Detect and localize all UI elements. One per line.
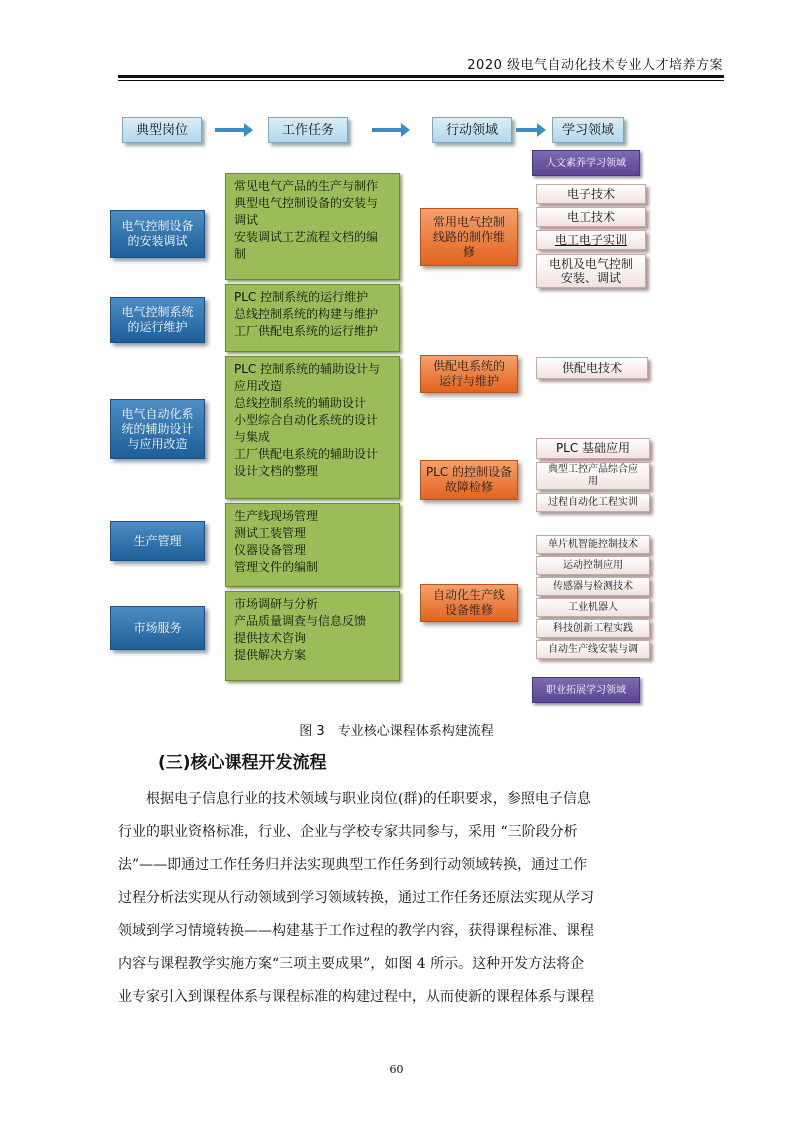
task-5-line-3: 提供技术咨询 — [234, 631, 307, 645]
learn-product-line-1: 典型工控产品综合应 — [548, 464, 638, 475]
task-1-line-2: 典型电气控制设备的安装与 — [234, 196, 379, 210]
task-3-line-4: 小型综合自动化系统的设计 — [234, 413, 379, 427]
head-typical-job: 典型岗位 — [122, 117, 202, 143]
job-1-line-2: 的安装调试 — [127, 234, 188, 248]
task-box-4 — [225, 503, 400, 587]
action-box-1 — [420, 208, 518, 266]
task-3-line-3: 总线控制系统的辅助设计 — [234, 396, 367, 410]
action-4-line-2: 设备维修 — [444, 603, 493, 617]
task-3-line-2: 应用改造 — [234, 379, 283, 393]
task-box-5 — [225, 591, 400, 681]
action-1-line-1: 常用电气控制 — [432, 214, 505, 229]
job-3-line-1: 电气自动化系 — [121, 406, 194, 421]
action-3-line-2: 故障检修 — [444, 480, 493, 494]
task-box-3 — [225, 356, 400, 499]
task-4-line-4: 管理文件的编制 — [234, 560, 319, 574]
action-1-line-3: 修 — [462, 244, 475, 259]
header-title: 2020 级电气自动化技术专业人才培养方案 — [467, 58, 723, 73]
job-3-line-2: 统的辅助设计 — [121, 421, 194, 436]
learn-electrical: 电工技术 — [536, 207, 646, 227]
paragraph-line-3: 法”——即通过工作任务归并法实现典型工作任务到行动领域转换，通过工作 — [118, 857, 588, 873]
learn-sensor: 传感器与检测技术 — [536, 577, 650, 596]
learn-electronics: 电子技术 — [536, 184, 646, 204]
task-5-line-1: 市场调研与分析 — [234, 597, 319, 611]
task-1-line-5: 制 — [234, 247, 247, 261]
learn-product-line-2: 用 — [588, 476, 598, 487]
learn-innovation: 科技创新工程实践 — [536, 619, 650, 638]
action-box-4 — [420, 584, 518, 622]
arrow-right-icon — [215, 128, 245, 132]
task-1-line-3: 调试 — [234, 213, 259, 227]
paragraph-line-7: 业专家引入到课程体系与课程标准的构建过程中，从而使新的课程体系与课程 — [118, 989, 594, 1005]
learn-motor-control — [536, 254, 646, 288]
task-box-1 — [225, 173, 400, 280]
task-2-line-2: 总线控制系统的构建与维护 — [234, 307, 379, 321]
job-4-line-1: 生产管理 — [133, 533, 182, 548]
learn-production-line: 自动生产线安装与调 — [536, 640, 650, 659]
arrow-right-icon — [516, 128, 538, 132]
task-3-line-6: 工厂供配电系统的辅助设计 — [234, 447, 379, 461]
head-work-task: 工作任务 — [268, 117, 348, 143]
career-domain: 职业拓展学习领域 — [532, 677, 640, 703]
task-3-line-1: PLC 控制系统的辅助设计与 — [234, 362, 381, 376]
learn-mcu: 单片机智能控制技术 — [536, 535, 650, 554]
job-1-line-1: 电气控制设备 — [121, 219, 194, 233]
learn-robot: 工业机器人 — [536, 598, 650, 617]
action-box-3 — [420, 460, 518, 500]
head-learning-domain: 学习领域 — [552, 117, 624, 143]
head-action-domain: 行动领域 — [432, 117, 512, 143]
learn-motion-control: 运动控制应用 — [536, 556, 650, 575]
paragraph-line-1: 根据电子信息行业的技术领域与职业岗位(群)的任职要求，参照电子信息 — [146, 791, 591, 807]
job-2-line-1: 电气控制系统 — [121, 305, 194, 319]
task-4-line-1: 生产线现场管理 — [234, 509, 319, 523]
job-box-1 — [110, 210, 205, 258]
learn-motor-line-2: 安装、调试 — [560, 271, 621, 285]
job-2-line-2: 的运行维护 — [127, 320, 188, 334]
job-box-3 — [110, 399, 205, 459]
task-box-2 — [225, 284, 400, 352]
learn-power-supply: 供配电技术 — [536, 357, 648, 379]
task-5-line-2: 产品质量调查与信息反馈 — [234, 614, 367, 628]
task-1-line-1: 常见电气产品的生产与制作 — [234, 179, 379, 193]
job-box-4 — [110, 521, 205, 561]
job-box-5 — [110, 606, 205, 650]
job-box-2 — [110, 297, 205, 343]
paragraph-line-5: 领域到学习情境转换——构建基于工作过程的教学内容，获得课程标准、课程 — [118, 923, 594, 939]
arrow-right-icon — [372, 128, 402, 132]
page-number: 60 — [389, 1063, 404, 1076]
task-4-line-3: 仪器设备管理 — [234, 543, 307, 557]
task-3-line-5: 与集成 — [234, 430, 271, 444]
action-box-2 — [420, 355, 518, 393]
learn-motor-line-1: 电机及电气控制 — [548, 257, 633, 271]
task-2-line-1: PLC 控制系统的运行维护 — [234, 290, 369, 304]
task-1-line-4: 安装调试工艺流程文档的编 — [234, 230, 379, 244]
paragraph-line-4: 过程分析法实现从行动领域到学习领域转换，通过工作任务还原法实现从学习 — [118, 890, 594, 906]
action-3-line-1: PLC 的控制设备 — [425, 465, 513, 479]
learn-industrial-product — [536, 462, 650, 490]
figure-caption: 图 3 专业核心课程体系构建流程 — [299, 724, 494, 739]
header-rule-thin — [118, 80, 724, 81]
job-3-line-3: 与应用改造 — [127, 436, 188, 451]
learn-process-automation: 过程自动化工程实训 — [536, 493, 650, 512]
humanities-domain: 人文素养学习领域 — [532, 150, 640, 176]
paragraph-line-6: 内容与课程教学实施方案“三项主要成果”，如图 4 所示。这种开发方法将企 — [118, 956, 585, 972]
section-title: (三)核心课程开发流程 — [158, 753, 327, 773]
learn-plc-basic: PLC 基础应用 — [536, 438, 650, 459]
body-paragraph — [118, 783, 658, 1014]
action-4-line-1: 自动化生产线 — [432, 588, 505, 602]
task-5-line-4: 提供解决方案 — [234, 648, 307, 662]
action-1-line-2: 线路的制作维 — [432, 229, 505, 244]
task-3-line-7: 设计文档的整理 — [234, 464, 319, 478]
job-5-line-1: 市场服务 — [133, 620, 182, 635]
paragraph-line-2: 行业的职业资格标准，行业、企业与学校专家共同参与，采用 “三阶段分析 — [118, 824, 578, 840]
action-2-line-1: 供配电系统的 — [432, 359, 505, 373]
learn-ee-practice: 电工电子实训 — [536, 230, 646, 250]
action-2-line-2: 运行与维护 — [438, 374, 499, 388]
header-rule — [118, 75, 724, 78]
task-4-line-2: 测试工装管理 — [234, 526, 307, 540]
task-2-line-3: 工厂供配电系统的运行维护 — [234, 324, 379, 338]
